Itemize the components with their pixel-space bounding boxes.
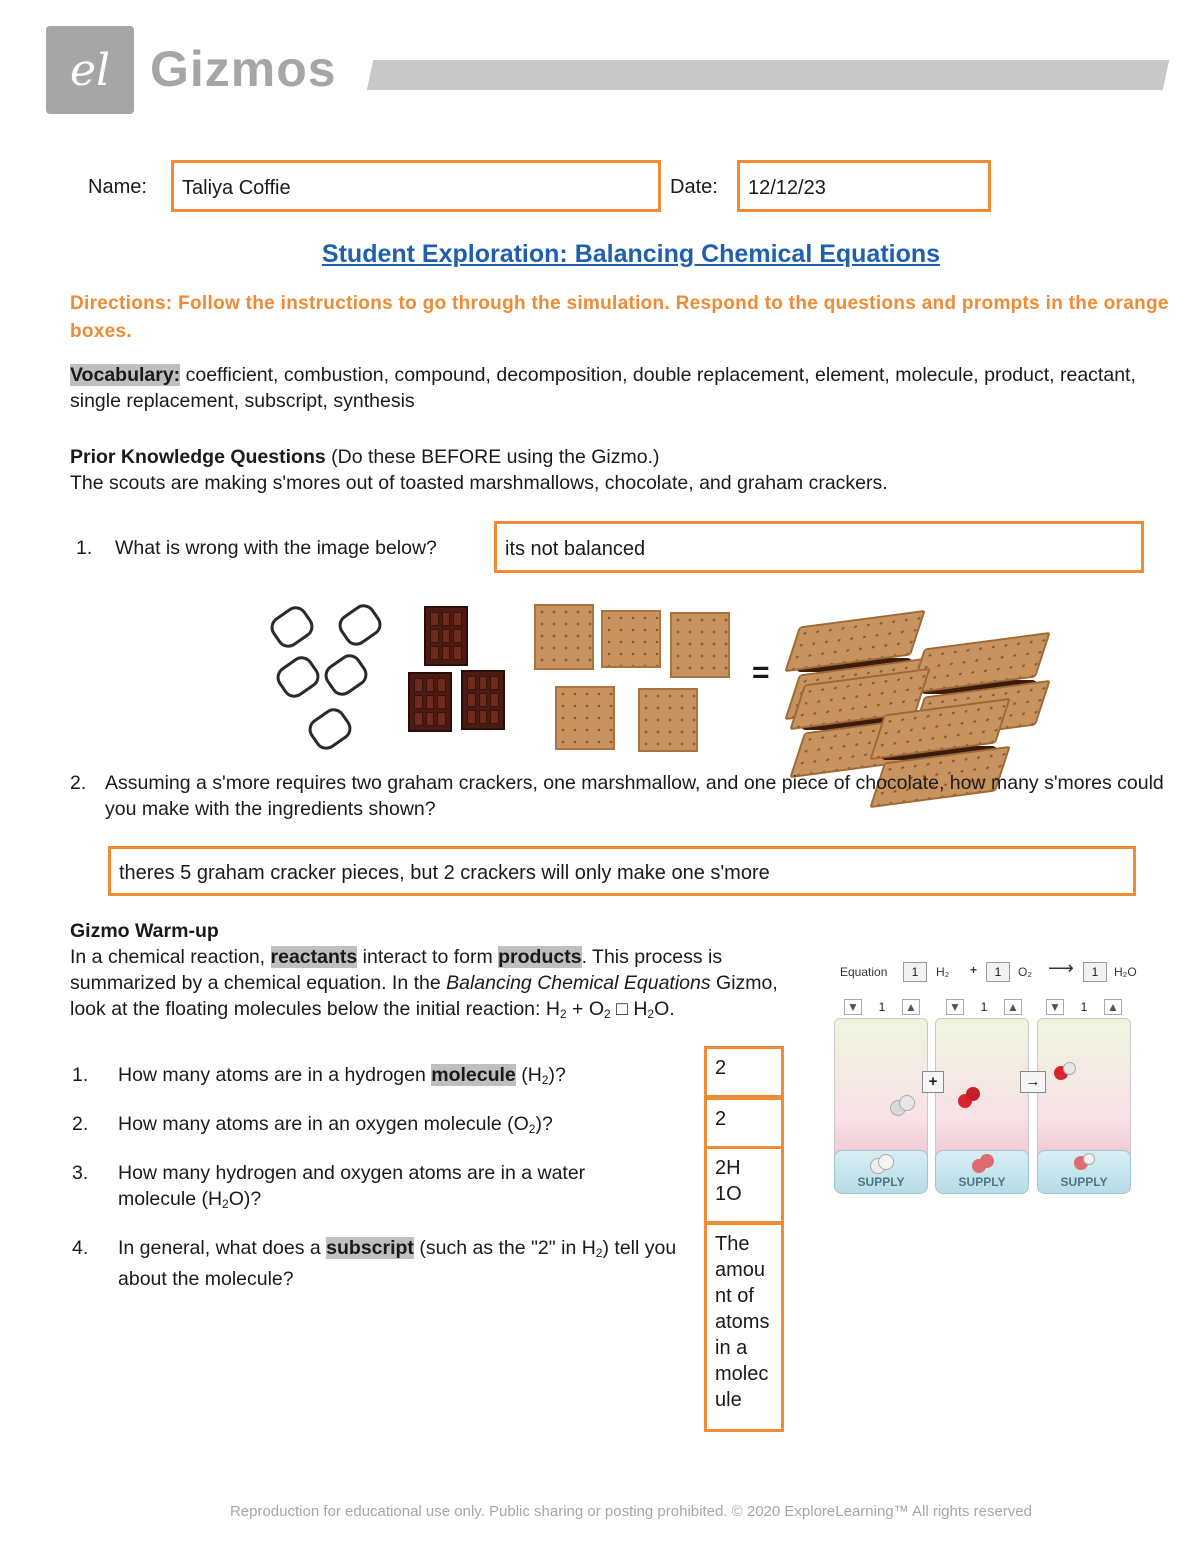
answer-line: The <box>715 1233 750 1255</box>
wq2-text-part: )? <box>535 1113 553 1135</box>
product-column-h2o <box>1037 1018 1131 1166</box>
decrement-icon[interactable]: ▼ <box>844 999 862 1015</box>
decrement-icon[interactable]: ▼ <box>1046 999 1064 1015</box>
answer-line: 1O <box>715 1183 742 1205</box>
subscript: 2 <box>541 1073 549 1087</box>
warmup-paragraph <box>70 944 800 1027</box>
warmup-text: O. <box>654 998 675 1020</box>
q2-number: 2. <box>70 772 87 794</box>
supply-h2[interactable]: SUPPLY <box>834 1150 928 1194</box>
q2-answer-box[interactable]: theres 5 graham cracker pieces, but 2 crackers will only make one s'more <box>108 846 1136 896</box>
explorelearning-logo <box>46 26 134 114</box>
brand-name: Gizmos <box>150 41 337 97</box>
marshmallow <box>304 704 356 755</box>
graham-cracker <box>638 688 698 752</box>
vocabulary-label: Vocabulary: <box>70 364 181 386</box>
graham-cracker <box>601 610 661 668</box>
name-label: Name: <box>88 176 147 198</box>
footer: Reproduction for educational use only. Public sharing or posting prohibited. © 2020 ExploreLearning™ All rights reserved <box>229 1503 1033 1520</box>
answer-line: ule <box>715 1389 742 1411</box>
oxygen-atom <box>966 1087 980 1101</box>
coefficient-o2[interactable]: 1 <box>986 962 1010 982</box>
directions: Directions: Follow the instructions to go through the simulation. Respond to the questions and prompts in the orange boxes. <box>70 293 1169 342</box>
header-bar <box>367 60 1169 90</box>
q1-number: 1. <box>76 537 93 559</box>
coefficient-h2[interactable]: 1 <box>903 962 927 982</box>
prior-knowledge-intro: The scouts are making s'mores out of toasted marshmallows, chocolate, and graham crackers. <box>70 472 888 494</box>
wq1-number: 1. <box>72 1064 89 1086</box>
hydrogen-atom <box>878 1154 894 1170</box>
wq2-text <box>118 1111 688 1142</box>
answer-line: amou <box>715 1259 766 1281</box>
subscript: 2 <box>647 1007 655 1021</box>
counter-h2 <box>844 998 920 1016</box>
term-molecule: molecule <box>431 1064 516 1086</box>
wq2-number: 2. <box>72 1113 89 1135</box>
species-o2: O₂ <box>1018 965 1032 979</box>
decrement-icon[interactable]: ▼ <box>946 999 964 1015</box>
gizmo-name: Balancing Chemical Equations <box>446 972 711 994</box>
graham-cracker <box>534 604 594 670</box>
wq4-text-part: ) tell you about the molecule? <box>118 1237 677 1290</box>
reaction-arrow: ⟶ <box>1048 958 1074 978</box>
wq2-answer-box[interactable]: 2 <box>704 1097 784 1149</box>
equation-label: Equation <box>840 965 888 979</box>
term-reactants: reactants <box>270 946 358 968</box>
counter-o2 <box>946 998 1022 1016</box>
wq1-text-part: )? <box>548 1064 566 1086</box>
wq4-answer-box[interactable] <box>704 1222 784 1432</box>
warmup-text: . This process is summarized by a chemical equation. In the <box>70 946 723 994</box>
q1-text: What is wrong with the image below? <box>115 537 437 559</box>
counter-h2o <box>1046 998 1122 1016</box>
wq4-text <box>118 1235 678 1292</box>
coefficient-h2o[interactable]: 1 <box>1083 962 1107 982</box>
answer-line: atoms <box>715 1311 770 1333</box>
warmup-text: In a chemical reaction, <box>70 946 266 968</box>
warmup-text: interact to form <box>362 946 493 968</box>
warmup-text: + O <box>566 998 605 1020</box>
marshmallow <box>272 652 324 703</box>
prior-knowledge-heading-line <box>70 444 1170 470</box>
marshmallow <box>334 600 386 651</box>
plus-sign: + <box>970 963 978 977</box>
wq3-number: 3. <box>72 1162 89 1184</box>
chocolate-bar <box>461 670 505 730</box>
answer-line: in a <box>715 1337 748 1359</box>
species-h2o: H₂O <box>1114 965 1137 979</box>
marshmallow <box>320 650 372 701</box>
date-field[interactable]: 12/12/23 <box>737 160 991 212</box>
wq1-text-part: (H <box>521 1064 542 1086</box>
wq4-text-part: In general, what does a <box>118 1237 321 1259</box>
name-field[interactable]: Taliya Coffie <box>171 160 661 212</box>
answer-line: 2H <box>715 1157 741 1179</box>
page-title: Student Exploration: Balancing Chemical Equations <box>321 240 941 268</box>
hydrogen-atom <box>1063 1062 1076 1075</box>
reactant-column-h2 <box>834 1018 928 1166</box>
subscript: 2 <box>222 1197 229 1211</box>
answer-line: nt of <box>715 1285 754 1307</box>
wq3-text-part: O)? <box>228 1188 262 1210</box>
supply-h2o[interactable]: SUPPLY <box>1037 1150 1131 1194</box>
hydrogen-atom <box>1083 1153 1095 1165</box>
species-h2: H₂ <box>936 965 950 979</box>
equals-sign: = <box>752 656 770 689</box>
plus-operator: + <box>922 1071 944 1093</box>
graham-cracker <box>670 612 730 678</box>
wq1-answer-box[interactable]: 2 <box>704 1046 784 1098</box>
increment-icon[interactable]: ▲ <box>902 999 920 1015</box>
logo-text: el <box>69 44 111 96</box>
subscript: 2 <box>604 1007 611 1021</box>
graham-cracker <box>555 686 615 750</box>
wq2-text-part: How many atoms are in an oxygen molecule (O <box>118 1113 529 1135</box>
wq4-text-part: (such as the "2" in H <box>419 1237 596 1259</box>
counter-value: 1 <box>980 1000 988 1014</box>
counter-value: 1 <box>878 1000 886 1014</box>
q2-text: Assuming a s'more requires two graham crackers, one marshmallow, and one piece of chocolate, how many s'mores could you make with the ingredients shown? <box>105 772 1164 820</box>
hydrogen-atom <box>899 1095 915 1111</box>
warmup-text: □ H <box>610 998 648 1020</box>
wq3-text-part: How many hydrogen and oxygen atoms are in a water molecule (H <box>118 1162 586 1210</box>
chocolate-bar <box>424 606 468 666</box>
vocabulary <box>70 362 1170 414</box>
q1-answer-box[interactable]: its not balanced <box>494 521 1144 573</box>
wq3-text <box>118 1160 658 1217</box>
arrow-operator: → <box>1020 1071 1046 1093</box>
prior-knowledge-heading: Prior Knowledge Questions <box>70 446 326 468</box>
increment-icon[interactable]: ▲ <box>1104 999 1122 1015</box>
supply-o2[interactable]: SUPPLY <box>935 1150 1029 1194</box>
marshmallow <box>266 602 318 653</box>
subscript: 2 <box>528 1122 536 1136</box>
reactant-column-o2 <box>935 1018 1029 1166</box>
wq3-answer-box[interactable] <box>704 1146 784 1224</box>
increment-icon[interactable]: ▲ <box>1004 999 1022 1015</box>
date-label: Date: <box>670 176 718 198</box>
counter-value: 1 <box>1080 1000 1088 1014</box>
term-subscript: subscript <box>326 1237 414 1259</box>
chocolate-bar <box>408 672 452 732</box>
wq4-number: 4. <box>72 1237 89 1259</box>
oxygen-atom <box>980 1154 994 1168</box>
vocabulary-terms: coefficient, combustion, compound, decomposition, double replacement, element, molecule, product, reactant, single replacement, subscript, synthesis <box>70 364 1136 412</box>
warmup-heading: Gizmo Warm-up <box>70 920 219 942</box>
wq1-text-part: How many atoms are in a hydrogen <box>118 1064 426 1086</box>
subscript: 2 <box>559 1007 567 1021</box>
warmup-text: Gizmo, look at the floating molecules below the initial reaction: H <box>70 972 778 1020</box>
subscript: 2 <box>595 1246 603 1260</box>
wq1-text <box>118 1062 688 1093</box>
answer-line: molec <box>715 1363 769 1385</box>
term-products: products <box>498 946 582 968</box>
prior-knowledge-note: (Do these BEFORE using the Gizmo.) <box>331 446 660 468</box>
